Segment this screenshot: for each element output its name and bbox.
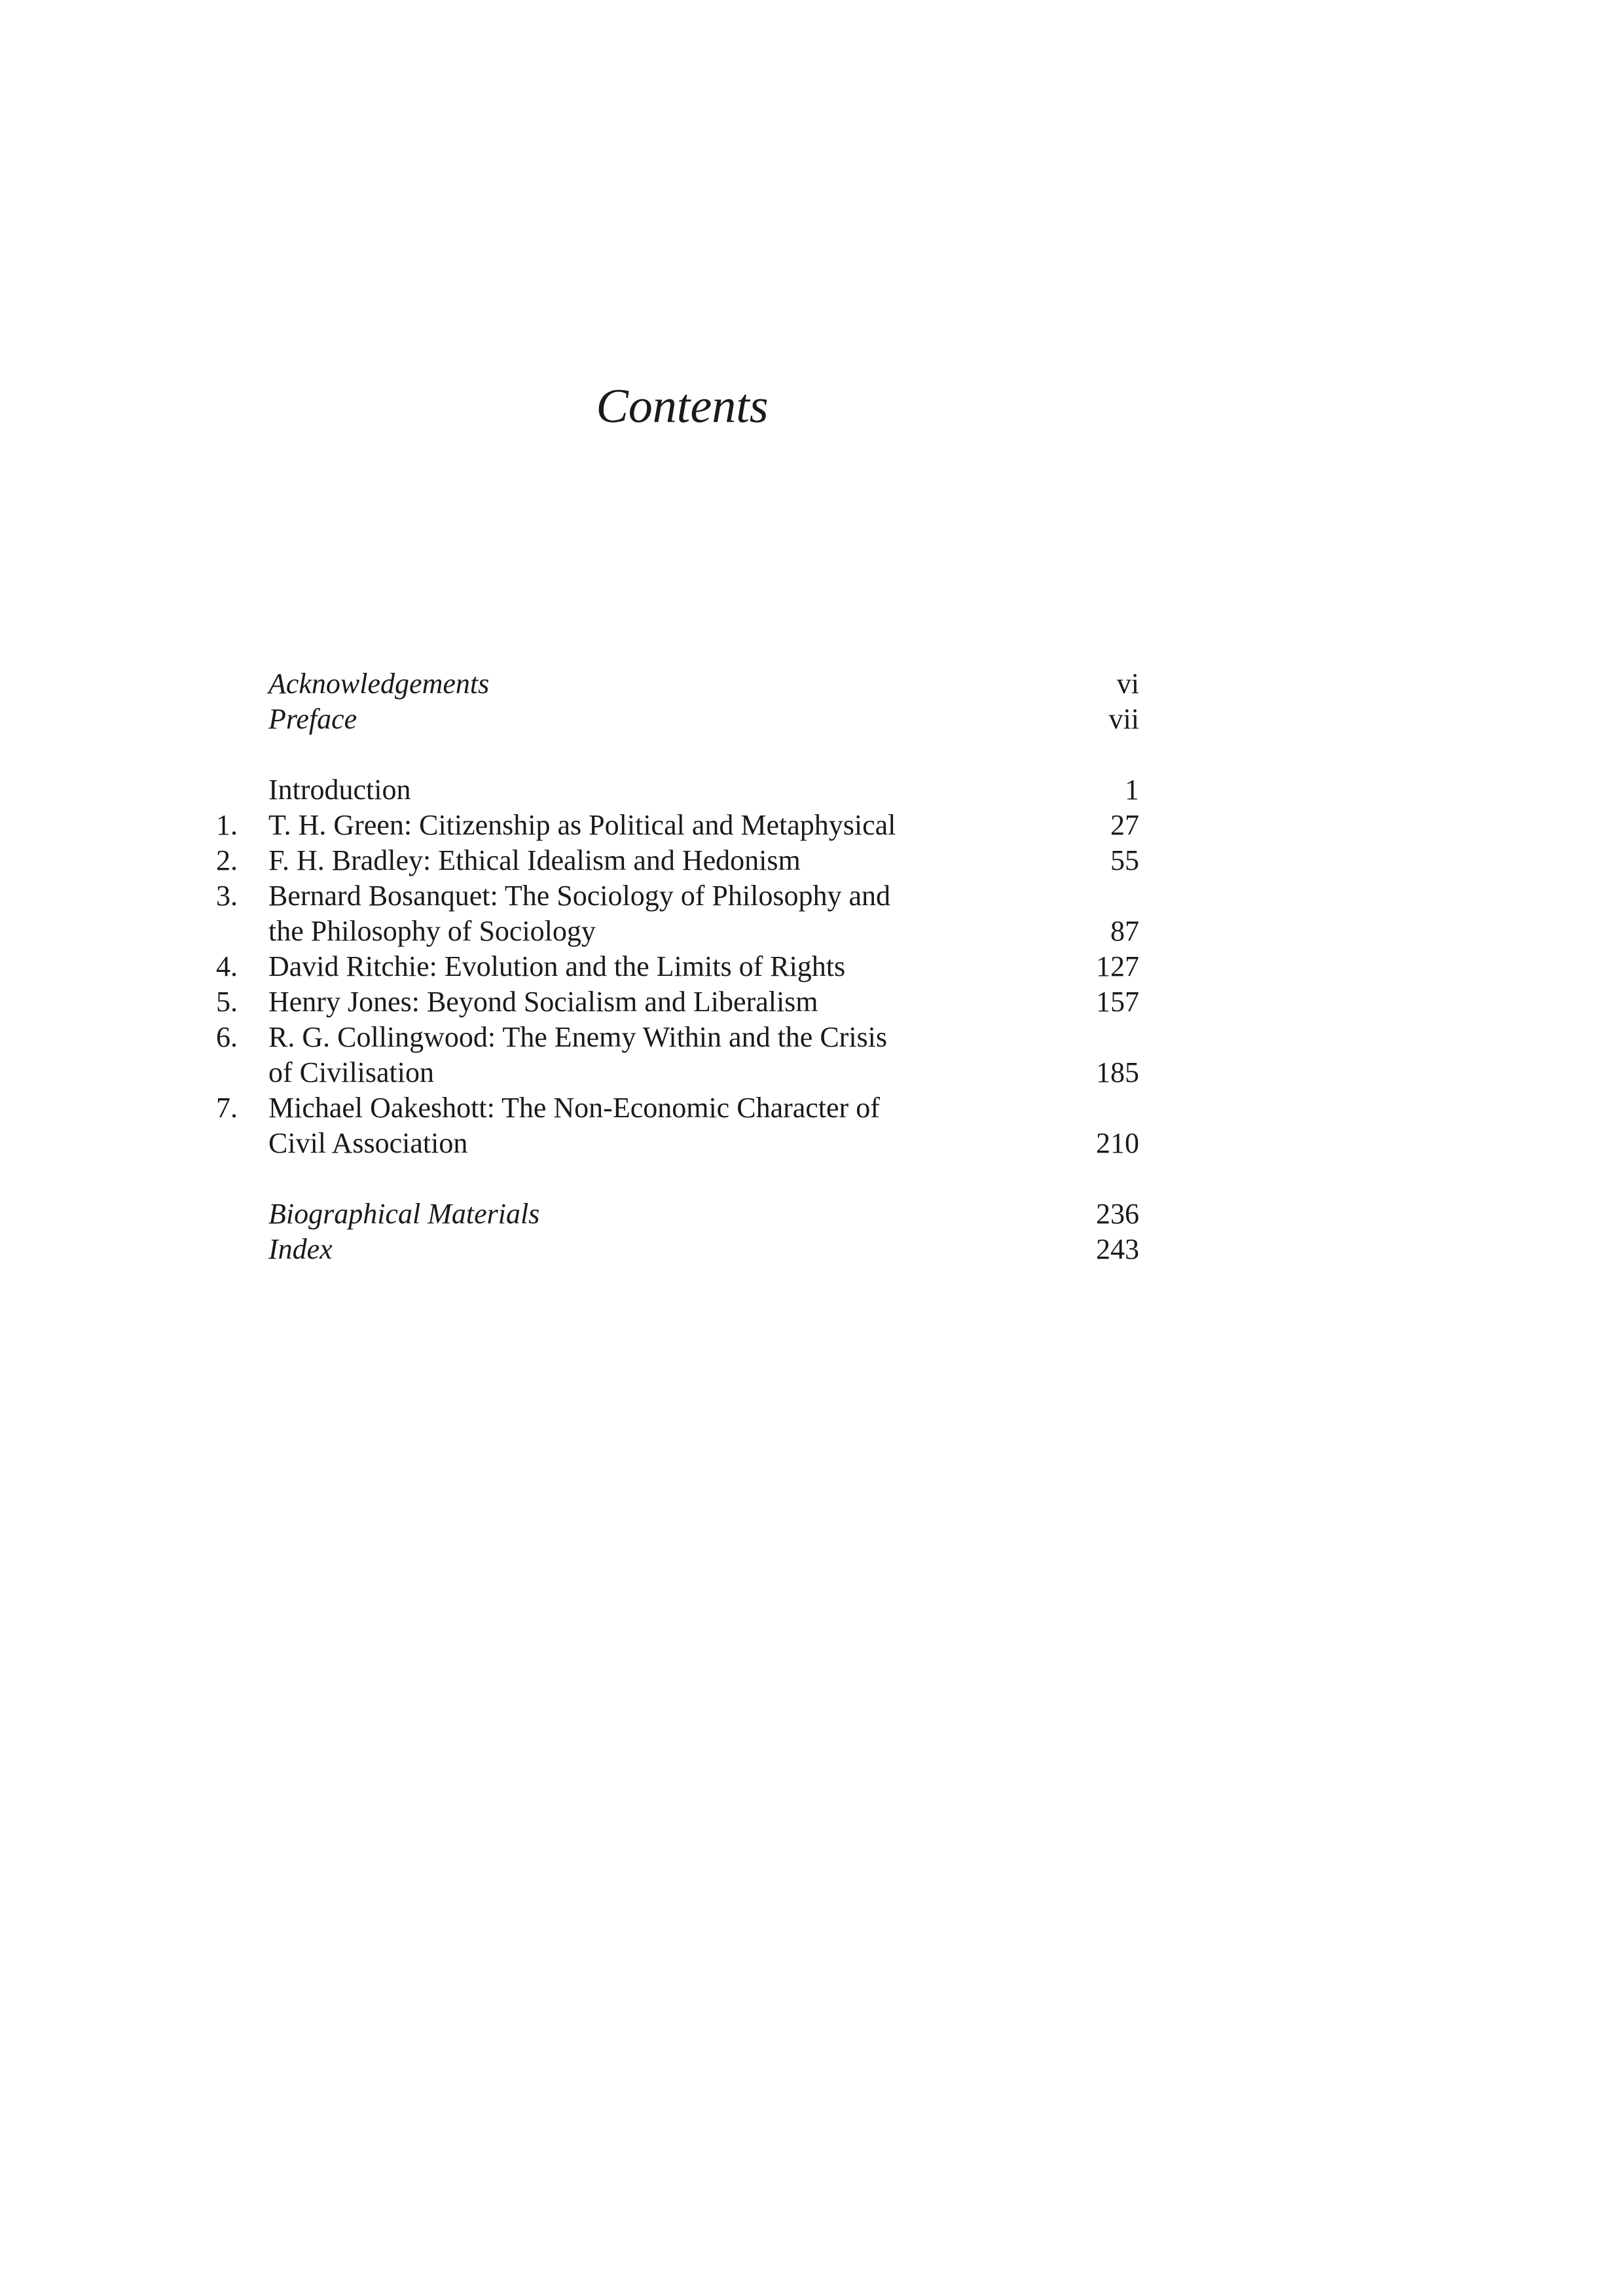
toc-entry-label-continued: the Philosophy of Sociology (268, 915, 596, 947)
toc-entry-index (216, 1232, 1139, 1267)
toc-page-number: 127 (1096, 950, 1139, 982)
toc-page-number: 87 (1110, 915, 1139, 947)
chapter-number: 1. (216, 809, 238, 841)
toc-page-number: 55 (1110, 844, 1139, 876)
toc-entry-line (216, 1126, 1139, 1161)
toc-entry-label: Michael Oakeshott: The Non-Economic Character of (268, 1092, 880, 1124)
toc-entry-label: Index (268, 1233, 333, 1265)
chapters-group (216, 772, 1139, 1161)
toc-page-number: 210 (1096, 1127, 1139, 1159)
toc-entry-label: Acknowledgements (268, 668, 490, 700)
toc-page-number: 243 (1096, 1233, 1139, 1265)
chapter-number: 6. (216, 1021, 238, 1053)
toc-entry-label: Preface (268, 703, 357, 735)
toc-entry-chapter-1 (216, 808, 1139, 843)
toc-entry-label: T. H. Green: Citizenship as Political and Metaphysical (268, 809, 896, 841)
toc-entry-acknowledgements (216, 666, 1139, 702)
toc-entry-label: F. H. Bradley: Ethical Idealism and Hedonism (268, 844, 801, 876)
table-of-contents (216, 666, 1139, 1302)
toc-entry-label-continued: of Civilisation (268, 1056, 434, 1088)
toc-entry-chapter-7 (216, 1090, 1139, 1161)
toc-entry-label: Biographical Materials (268, 1198, 540, 1230)
toc-entry-introduction (216, 772, 1139, 808)
page-title: Contents (596, 380, 769, 433)
toc-page-number: 1 (1125, 774, 1139, 806)
toc-entry-label: David Ritchie: Evolution and the Limits of Rights (268, 950, 846, 982)
toc-entry-chapter-5 (216, 984, 1139, 1020)
toc-entry-line (216, 914, 1139, 949)
toc-entry-line (216, 878, 1139, 914)
toc-entry-label-continued: Civil Association (268, 1127, 468, 1159)
toc-entry-line (216, 1055, 1139, 1090)
toc-page-number: 157 (1096, 986, 1139, 1018)
chapter-number: 3. (216, 880, 238, 912)
toc-entry-line (216, 1090, 1139, 1126)
toc-entry-chapter-3 (216, 878, 1139, 949)
chapter-number: 4. (216, 950, 238, 982)
toc-entry-label: Henry Jones: Beyond Socialism and Liberalism (268, 986, 818, 1018)
toc-page-number: vii (1108, 703, 1139, 735)
toc-entry-chapter-4 (216, 949, 1139, 984)
toc-page-number: vi (1116, 668, 1139, 700)
toc-entry-chapter-6 (216, 1020, 1139, 1090)
chapter-number: 7. (216, 1092, 238, 1124)
toc-page-number: 185 (1096, 1056, 1139, 1088)
toc-entry-preface (216, 702, 1139, 737)
toc-entry-label: R. G. Collingwood: The Enemy Within and the Crisis (268, 1021, 888, 1053)
toc-entry-biographical-materials (216, 1196, 1139, 1232)
toc-entry-label: Introduction (268, 774, 411, 806)
chapter-number: 2. (216, 844, 238, 876)
toc-entry-label: Bernard Bosanquet: The Sociology of Philosophy and (268, 880, 890, 912)
back-matter-group (216, 1196, 1139, 1267)
toc-entry-line (216, 1020, 1139, 1055)
front-matter-group (216, 666, 1139, 737)
toc-entry-chapter-2 (216, 843, 1139, 878)
toc-page-number: 236 (1096, 1198, 1139, 1230)
chapter-number: 5. (216, 986, 238, 1018)
toc-page-number: 27 (1110, 809, 1139, 841)
